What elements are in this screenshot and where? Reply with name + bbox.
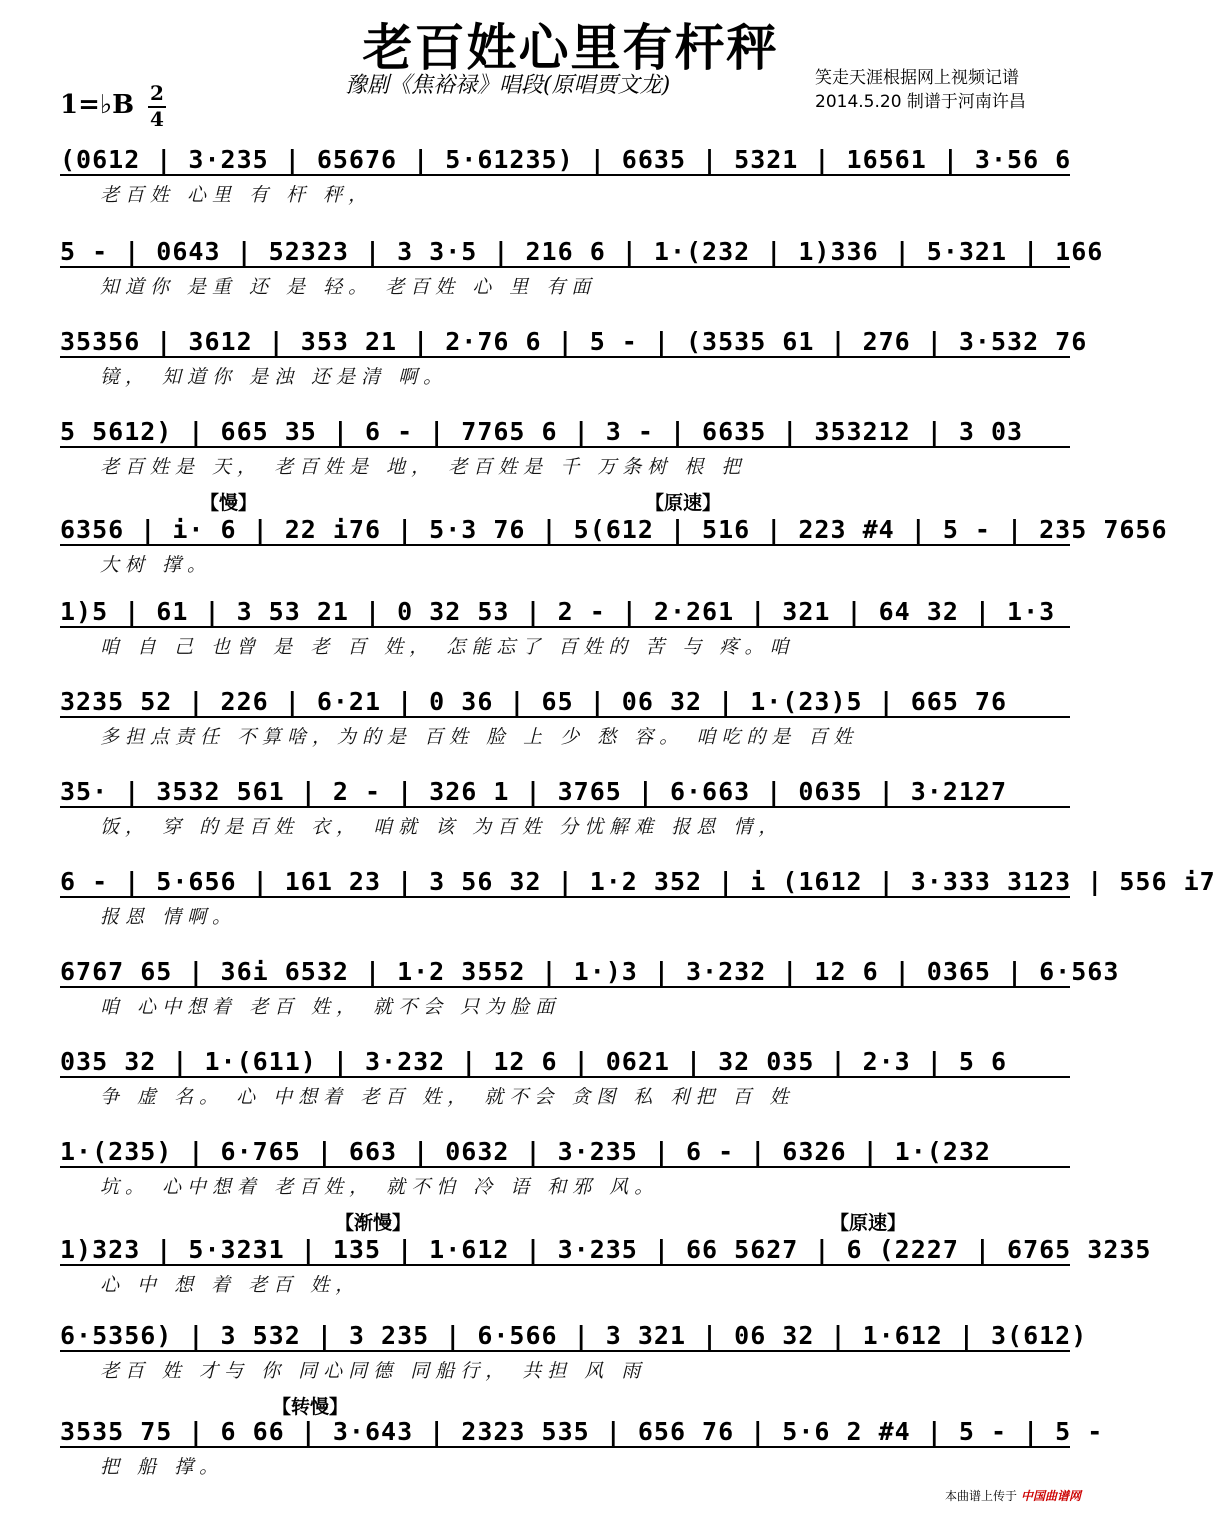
song-subtitle: 豫剧《焦裕禄》唱段(原唱贾文龙) xyxy=(345,73,671,98)
credit-line-1: 笑走天涯根据网上视频记谱 xyxy=(815,68,1019,88)
lyrics-line: 饭， 穿 的是百姓 衣， 咱就 该 为百姓 分忧解难 报恩 情， xyxy=(100,816,784,838)
time-bottom: 4 xyxy=(148,106,166,130)
beat-underline xyxy=(60,544,1070,546)
key-signature xyxy=(60,81,164,131)
notation-line: 3235 52 | 226 | 6·21 | 0 36 | 65 | 06 32 | 1·(23)5 | 665 76 xyxy=(60,687,1008,716)
beat-underline xyxy=(60,1350,1070,1352)
notation-line: 1)5 | 61 | 3 53 21 | 0 32 53 | 2 - | 2·261 | 321 | 64 32 | 1·3 xyxy=(60,597,1056,626)
notation-line: 5 - | 0643 | 52323 | 3 3·5 | 216 6 | 1·(232 | 1)336 | 5·321 | 166 xyxy=(60,237,1104,266)
song-title: 老百姓心里有杆秤 xyxy=(362,18,779,77)
lyrics-line: 报恩 情啊。 xyxy=(100,906,238,928)
notation-line: 035 32 | 1·(611) | 3·232 | 12 6 | 0621 | 32 035 | 2·3 | 5 6 xyxy=(60,1047,1008,1076)
beat-underline xyxy=(60,174,1070,176)
beat-underline xyxy=(60,1076,1070,1078)
lyrics-line: 咱 自 己 也曾 是 老 百 姓， 怎能忘了 百姓的 苦 与 疼。咱 xyxy=(100,636,795,658)
tempo-marking-original: 【原速】 xyxy=(645,492,722,514)
lyrics-line: 镜， 知道你 是浊 还是清 啊。 xyxy=(100,366,449,388)
upload-footer xyxy=(945,1487,1081,1504)
notation-line: 6·5356) | 3 532 | 3 235 | 6·566 | 3 321 | 06 32 | 1·612 | 3(612) xyxy=(60,1321,1088,1350)
key-label: 1=♭B xyxy=(60,90,135,120)
lyrics-line: 心 中 想 着 老百 姓， xyxy=(100,1274,361,1296)
beat-underline xyxy=(60,1264,1070,1266)
tempo-marking-original-2: 【原速】 xyxy=(830,1212,907,1234)
footer-text: 本曲谱上传于 xyxy=(945,1489,1018,1503)
site-logo[interactable]: 中国曲谱网 xyxy=(1021,1489,1082,1503)
lyrics-line: 老百姓是 天， 老百姓是 地， 老百姓是 千 万条树 根 把 xyxy=(100,456,747,478)
beat-underline xyxy=(60,356,1070,358)
beat-underline xyxy=(60,626,1070,628)
notation-line: 6356 | i· 6 | 22 i76 | 5·3 76 | 5(612 | 516 | 223 #4 | 5 - | 235 7656 xyxy=(60,515,1168,544)
notation-line: 1·(235) | 6·765 | 663 | 0632 | 3·235 | 6 - | 6326 | 1·(232 xyxy=(60,1137,991,1166)
credit-line-2: 2014.5.20 制谱于河南许昌 xyxy=(815,92,1026,112)
time-top: 2 xyxy=(150,81,164,105)
notation-line: 1)323 | 5·3231 | 135 | 1·612 | 3·235 | 66 5627 | 6 (2227 | 6765 3235 xyxy=(60,1235,1152,1264)
lyrics-line: 咱 心中想着 老百 姓， 就不会 只为脸面 xyxy=(100,996,561,1018)
tempo-marking-slow: 【慢】 xyxy=(200,492,258,514)
time-signature xyxy=(148,82,166,130)
notation-line: 6 - | 5·656 | 161 23 | 3 56 32 | 1·2 352 | i (1612 | 3·333 3123 | 556 i7 xyxy=(60,867,1216,896)
notation-line: 35356 | 3612 | 353 21 | 2·76 6 | 5 - | (3535 61 | 276 | 3·532 76 xyxy=(60,327,1088,356)
beat-underline xyxy=(60,1446,1070,1448)
beat-underline xyxy=(60,986,1070,988)
beat-underline xyxy=(60,446,1070,448)
notation-line: 3535 75 | 6 66 | 3·643 | 2323 535 | 656 76 | 5·6 2 #4 | 5 - | 5 - xyxy=(60,1417,1104,1446)
lyrics-line: 把 船 撑。 xyxy=(100,1456,225,1478)
notation-line: 6767 65 | 36i 6532 | 1·2 3552 | 1·)3 | 3·232 | 12 6 | 0365 | 6·563 xyxy=(60,957,1120,986)
lyrics-line: 老百 姓 才与 你 同心同德 同船行， 共担 风 雨 xyxy=(100,1360,647,1382)
beat-underline xyxy=(60,1166,1070,1168)
beat-underline xyxy=(60,806,1070,808)
notation-line: (0612 | 3·235 | 65676 | 5·61235) | 6635 | 5321 | 16561 | 3·56 6 xyxy=(60,145,1072,174)
notation-line: 35· | 3532 561 | 2 - | 326 1 | 3765 | 6·663 | 0635 | 3·2127 xyxy=(60,777,1008,806)
lyrics-line: 坑。 心中想着 老百姓， 就不怕 冷 语 和邪 风。 xyxy=(100,1176,660,1198)
lyrics-line: 多担点责任 不算啥，为的是 百姓 脸 上 少 愁 容。 咱吃的是 百姓 xyxy=(100,726,859,748)
lyrics-line: 老百姓 心里 有 杆 秤， xyxy=(100,184,374,206)
notation-line: 5 5612) | 665 35 | 6 - | 7765 6 | 3 - | 6635 | 353212 | 3 03 xyxy=(60,417,1024,446)
transcriber-credit xyxy=(815,66,1026,114)
beat-underline xyxy=(60,896,1070,898)
beat-underline xyxy=(60,716,1070,718)
lyrics-line: 知道你 是重 还 是 轻。 老百姓 心 里 有面 xyxy=(100,276,597,298)
lyrics-line: 争 虚 名。 心 中想着 老百 姓， 就不会 贪图 私 利把 百 姓 xyxy=(100,1086,795,1108)
lyrics-line: 大树 撑。 xyxy=(100,554,213,576)
tempo-marking-turn-slow: 【转慢】 xyxy=(272,1396,349,1418)
tempo-marking-gradual-slow: 【渐慢】 xyxy=(335,1212,412,1234)
beat-underline xyxy=(60,266,1070,268)
